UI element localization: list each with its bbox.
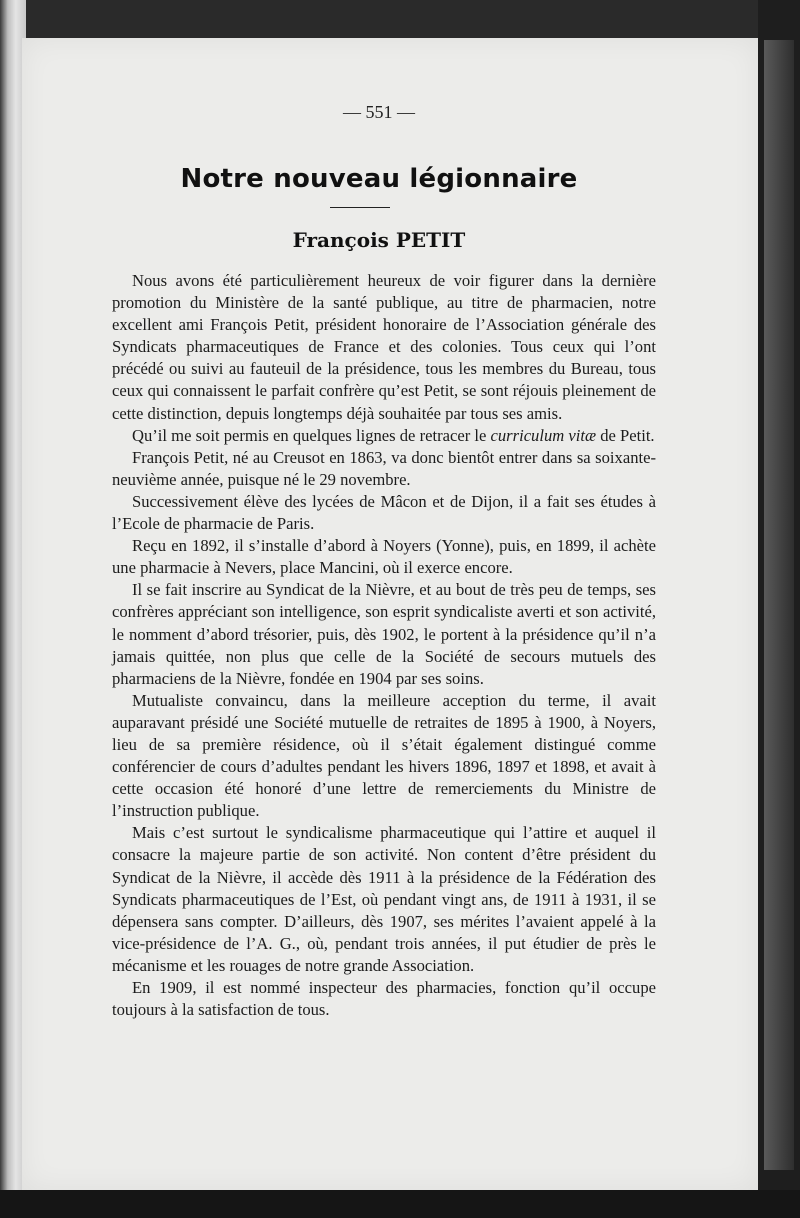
paragraph: Mais c’est surtout le syndicalisme pharmaceutique qui l’attire et auquel il consacre la majeure partie de son activité. Non content d’être président du Syndicat de la Nièvre, il accède dès 1911 à la présidence de la Fédération des Syndicats pharmaceutiques de l’Est, où pendant vingt ans, de 1911 à 1931, il se dépensera sans compter. D’ailleurs, dès 1907, ses mérites l’avaient appelé à la vice-présidence de l’A. G., où, pendant trois années, il put étudier de près le mécanisme et les rouages de notre grande Association. (112, 823, 656, 975)
paragraph: Il se fait inscrire au Syndicat de la Nièvre, et au bout de très peu de temps, ses confrères appréciant son intelligence, son esprit syndicaliste averti et son activité, le nomment d’abord trésorier, puis, dès 1902, le portent à la présidence qu’il n’a jamais quittée, non plus que celle de la Société de secours mutuels des pharmaciens de la Nièvre, fondée en 1904 par ses soins. (112, 580, 656, 688)
latin-phrase: curriculum vitæ (490, 425, 597, 445)
article-subtitle: François PETIT (292, 228, 466, 252)
paragraph (112, 425, 656, 447)
paragraph-text: de Petit. (596, 425, 655, 445)
scan-border-bottom (0, 1190, 800, 1218)
article-body (112, 270, 656, 1021)
paragraph: Reçu en 1892, il s’installe d’abord à Noyers (Yonne), puis, en 1899, il achète une pharmacie à Nevers, place Mancini, où il exerce encore. (112, 536, 656, 578)
paragraph-text: Qu’il me soit permis en quelques lignes de retracer le (132, 425, 491, 445)
paragraph: Nous avons été particulièrement heureux de voir figurer dans la dernière promotion du Ministère de la santé publique, au titre de pharmacien, notre excellent ami François Petit, président honoraire de l’Association générale des Syndicats pharmaceutiques de France et des colonies. Tous ceux qui l’ont précédé ou suivi au fauteuil de la présidence, tous les membres du Bureau, tous ceux qui connaissent le parfait confrère qu’est Petit, se sont réjouis pleinement de cette distinction, depuis longtemps déjà souhaitée par tous ses amis. (112, 271, 656, 423)
title-divider (330, 207, 390, 208)
paragraph: Successivement élève des lycées de Mâcon et de Dijon, il a fait ses études à l’Ecole de pharmacie de Paris. (112, 491, 656, 534)
scan-border-right (758, 0, 800, 1218)
paragraph: En 1909, il est nommé inspecteur des pharmacies, fonction qu’il occupe toujours à la satisfaction de tous. (112, 978, 656, 1020)
paragraph: François Petit, né au Creusot en 1863, va donc bientôt entrer dans sa soixante-neuvième année, puisque né le 29 novembre. (112, 447, 656, 489)
article-title: Notre nouveau légionnaire (180, 164, 578, 194)
page-number: — 551 — (343, 102, 415, 122)
paragraph: Mutualiste convaincu, dans la meilleure acception du terme, il avait auparavant présidé une Société mutuelle de retraites de 1895 à 1900, à Noyers, lieu de sa première résidence, où il s’était également distingué comme conférencier de cours d’adultes pendant les hivers 1896, 1897 et 1898, et avait à cette occasion été honoré d’une lettre de remerciements du Ministre de l’instruction publique. (112, 690, 656, 821)
